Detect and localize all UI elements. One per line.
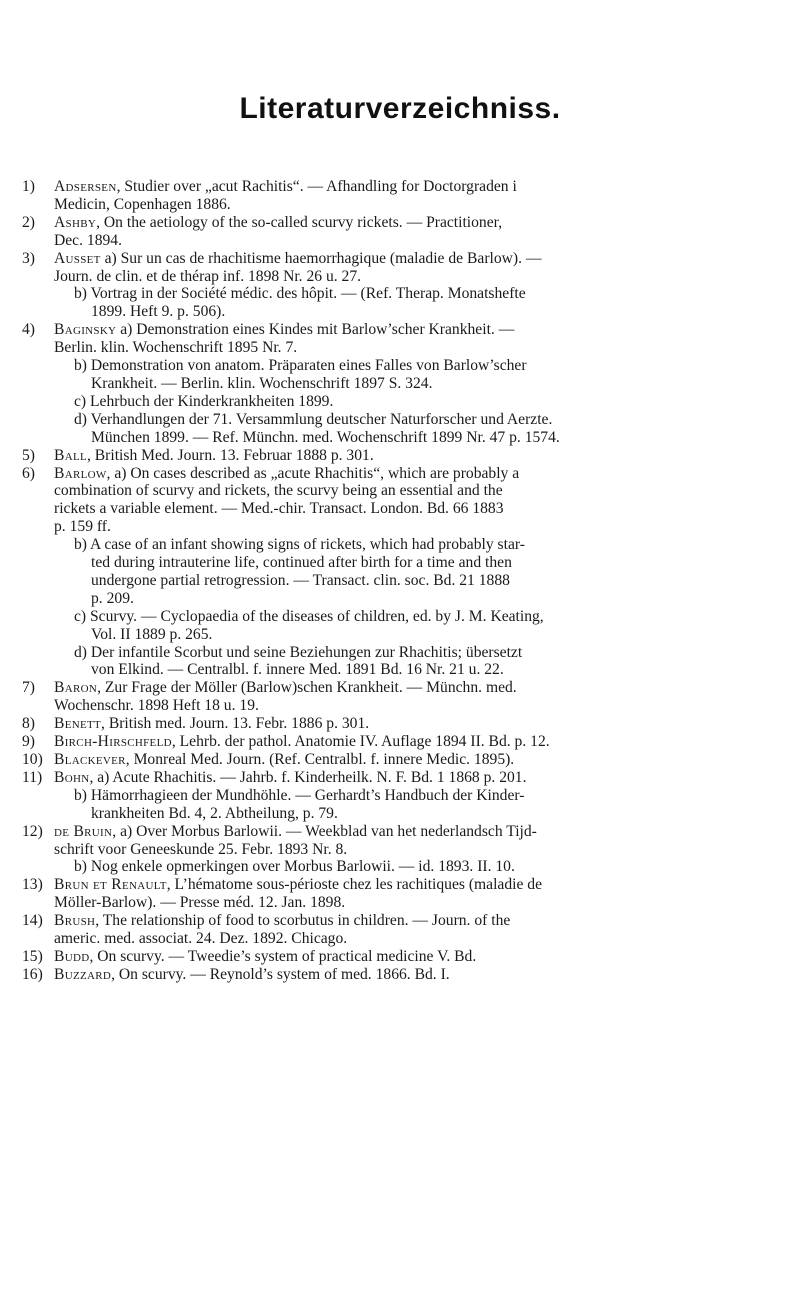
bibliography-entry (22, 966, 778, 984)
citation-text: Berlin. klin. Wochenschrift 1895 Nr. 7. (54, 339, 298, 357)
entry-line (54, 733, 778, 751)
sub-citation-line: b) Nog enkele opmerkingen over Morbus Barlowii. — id. 1893. II. 10. (74, 858, 515, 876)
entry-line (54, 339, 778, 357)
entry-line (54, 912, 778, 930)
sub-citation-line: d) Verhandlungen der 71. Versammlung deutscher Naturforscher und Aerzte. (74, 410, 553, 428)
entry-number: 11) (22, 768, 43, 786)
entry-number: 3) (22, 249, 35, 267)
entry-line (54, 250, 778, 268)
sub-citation (54, 393, 778, 411)
citation-text: , L’hématome sous-périoste chez les rachitiques (maladie de (166, 876, 543, 894)
entry-line (54, 268, 778, 286)
bibliography-entry (22, 447, 778, 465)
entry-line (54, 500, 778, 518)
entry-number: 13) (22, 876, 43, 894)
bibliography-entry (22, 948, 778, 966)
author-name: Ausset (54, 249, 101, 267)
entry-line (54, 876, 778, 894)
entry-line (54, 751, 778, 769)
citation-text: , Monreal Med. Journ. (Ref. Centralbl. f. innere Medic. 1895). (125, 751, 515, 768)
author-name: Ball (54, 446, 87, 464)
entry-line (54, 966, 778, 984)
entry-line (54, 930, 778, 948)
citation-text: Dec. 1894. (54, 231, 122, 249)
entry-number: 6) (22, 464, 35, 482)
author-name: Brush (54, 912, 96, 930)
sub-citation-line: b) A case of an infant showing signs of rickets, which had probably star- (74, 536, 525, 554)
page-title: Literaturverzeichniss. (239, 92, 561, 125)
bibliography-entry (22, 769, 778, 823)
sub-citation (54, 787, 778, 823)
entry-number: 5) (22, 446, 35, 464)
author-name: Adsersen (54, 178, 117, 195)
author-name: Ashby (54, 213, 97, 231)
sub-citation-line: Krankheit. — Berlin. klin. Wochenschrift 1897 S. 324. (91, 374, 433, 392)
author-name: Brun et Renault (54, 876, 167, 894)
sub-citation-line: c) Scurvy. — Cyclopaedia of the diseases of children, ed. by J. M. Keating, (74, 607, 544, 625)
sub-citation-line: krankheiten Bd. 4, 2. Abtheilung, p. 79. (91, 804, 338, 822)
citation-text: , On scurvy. — Reynold’s system of med. 1866. Bd. I. (111, 965, 450, 983)
citation-text: combination of scurvy and rickets, the scurvy being an essential and the (54, 482, 503, 500)
citation-text: , a) Over Morbus Barlowii. — Weekblad van het nederlandsch Tijd- (112, 822, 537, 840)
entry-number: 16) (22, 965, 43, 983)
entry-line (54, 697, 778, 715)
entry-number: 1) (22, 178, 35, 195)
sub-citation-line: Vol. II 1889 p. 265. (91, 625, 213, 643)
citation-text: , The relationship of food to scorbutus in children. — Journ. of the (95, 912, 511, 930)
entry-number: 12) (22, 822, 43, 840)
sub-citation-line: 1899. Heft 9. p. 506). (91, 303, 226, 321)
author-name: Benett (54, 715, 102, 733)
entry-line (54, 841, 778, 859)
citation-text: Journ. de clin. et de thérap inf. 1898 Nr. 26 u. 27. (54, 267, 362, 285)
citation-text: a) Sur un cas de rhachitisme haemorrhagique (maladie de Barlow). — (100, 249, 542, 267)
sub-citation (54, 608, 778, 644)
entry-line (54, 518, 778, 536)
entry-number: 2) (22, 213, 35, 231)
author-name: Buzzard (54, 965, 112, 983)
bibliography-entry (22, 751, 778, 769)
citation-text: , Lehrb. der pathol. Anatomie IV. Auflage 1894 II. Bd. p. 12. (171, 733, 550, 751)
citation-text: , On scurvy. — Tweedie’s system of practical medicine V. Bd. (89, 947, 477, 965)
entry-line (54, 769, 778, 787)
sub-citation (54, 644, 778, 680)
bibliography-entry (22, 465, 778, 680)
bibliography-entry (22, 214, 778, 250)
sub-citation-line: p. 209. (91, 589, 134, 607)
sub-citation (54, 536, 778, 608)
author-name: Barlow (54, 464, 107, 482)
citation-text: a) Demonstration eines Kindes mit Barlow’scher Krankheit. — (116, 321, 515, 339)
citation-text: Medicin, Copenhagen 1886. (54, 195, 231, 213)
sub-citation-line: c) Lehrbuch der Kinderkrankheiten 1899. (74, 392, 334, 410)
sub-citation-line: undergone partial retrogression. — Transact. clin. soc. Bd. 21 1888 (91, 571, 510, 589)
author-name: de Bruin (54, 822, 113, 840)
entry-number: 9) (22, 733, 35, 751)
sub-citation-line: München 1899. — Ref. Münchn. med. Wochenschrift 1899 Nr. 47 p. 1574. (91, 428, 560, 446)
citation-text: , Zur Frage der Möller (Barlow)schen Krankheit. — Münchn. med. (97, 679, 517, 697)
entry-number: 8) (22, 715, 35, 733)
bibliography-entry (22, 321, 778, 446)
author-name: Baginsky (54, 321, 117, 339)
citation-text: Möller-Barlow). — Presse méd. 12. Jan. 1898. (54, 894, 346, 912)
entry-line (54, 823, 778, 841)
author-name: Birch-Hirschfeld (54, 733, 172, 751)
citation-text: , British Med. Journ. 13. Februar 1888 p. 301. (86, 446, 374, 464)
citation-text: , a) Acute Rhachitis. — Jahrb. f. Kinderheilk. N. F. Bd. 1 1868 p. 201. (89, 768, 527, 786)
entry-line (54, 482, 778, 500)
entry-line (54, 948, 778, 966)
bibliography-entry (22, 250, 778, 322)
bibliography-entry (22, 912, 778, 948)
entry-line (54, 447, 778, 465)
entry-line (54, 894, 778, 912)
entry-line (54, 679, 778, 697)
citation-text: Wochenschr. 1898 Heft 18 u. 19. (54, 697, 259, 715)
author-name: Budd (54, 947, 90, 965)
citation-text: schrift voor Geneeskunde 25. Febr. 1893 Nr. 8. (54, 840, 348, 858)
entry-line (54, 715, 778, 733)
bibliography-entry (22, 733, 778, 751)
entry-line (54, 196, 778, 214)
sub-citation (54, 285, 778, 321)
sub-citation (54, 858, 778, 876)
entry-number: 7) (22, 679, 35, 697)
citation-text: p. 159 ff. (54, 518, 111, 536)
bibliography-entry (22, 715, 778, 733)
bibliography-list (22, 178, 778, 984)
entry-line (54, 465, 778, 483)
entry-number: 4) (22, 321, 35, 339)
citation-text: rickets a variable element. — Med.-chir. Transact. London. Bd. 66 1883 (54, 500, 504, 518)
entry-line (54, 214, 778, 232)
entry-number: 15) (22, 947, 43, 965)
citation-text: americ. med. associat. 24. Dez. 1892. Chicago. (54, 930, 348, 948)
sub-citation-line: ted during intrauterine life, continued after birth for a time and then (91, 554, 512, 572)
bibliography-entry (22, 679, 778, 715)
sub-citation (54, 357, 778, 393)
author-name: Bohn (54, 768, 90, 786)
bibliography-entry (22, 178, 778, 214)
sub-citation-line: b) Hämorrhagieen der Mundhöhle. — Gerhardt’s Handbuch der Kinder- (74, 786, 525, 804)
entry-number: 10) (22, 751, 43, 768)
sub-citation-line: b) Demonstration von anatom. Präparaten eines Falles von Barlow’scher (74, 357, 527, 375)
citation-text: , On the aetiology of the so-called scurvy rickets. — Practitioner, (96, 213, 503, 231)
entry-number: 14) (22, 912, 43, 930)
author-name: Baron (54, 679, 98, 697)
bibliography-entry (22, 823, 778, 877)
citation-text: , Studier over „acut Rachitis“. — Afhandling for Doctorgraden i (116, 178, 517, 195)
entry-line (54, 232, 778, 250)
citation-text: , a) On cases described as „acute Rhachitis“, which are probably a (106, 464, 520, 482)
sub-citation-line: von Elkind. — Centralbl. f. innere Med. 1891 Bd. 16 Nr. 21 u. 22. (91, 661, 504, 679)
sub-citation (54, 411, 778, 447)
sub-citation-line: d) Der infantile Scorbut und seine Beziehungen zur Rhachitis; übersetzt (74, 643, 523, 661)
author-name: Blackever (54, 751, 126, 768)
bibliography-entry (22, 876, 778, 912)
entry-line (54, 178, 778, 196)
entry-line (54, 321, 778, 339)
citation-text: , British med. Journ. 13. Febr. 1886 p. 301. (101, 715, 370, 733)
sub-citation-line: b) Vortrag in der Société médic. des hôpit. — (Ref. Therap. Monatshefte (74, 285, 526, 303)
